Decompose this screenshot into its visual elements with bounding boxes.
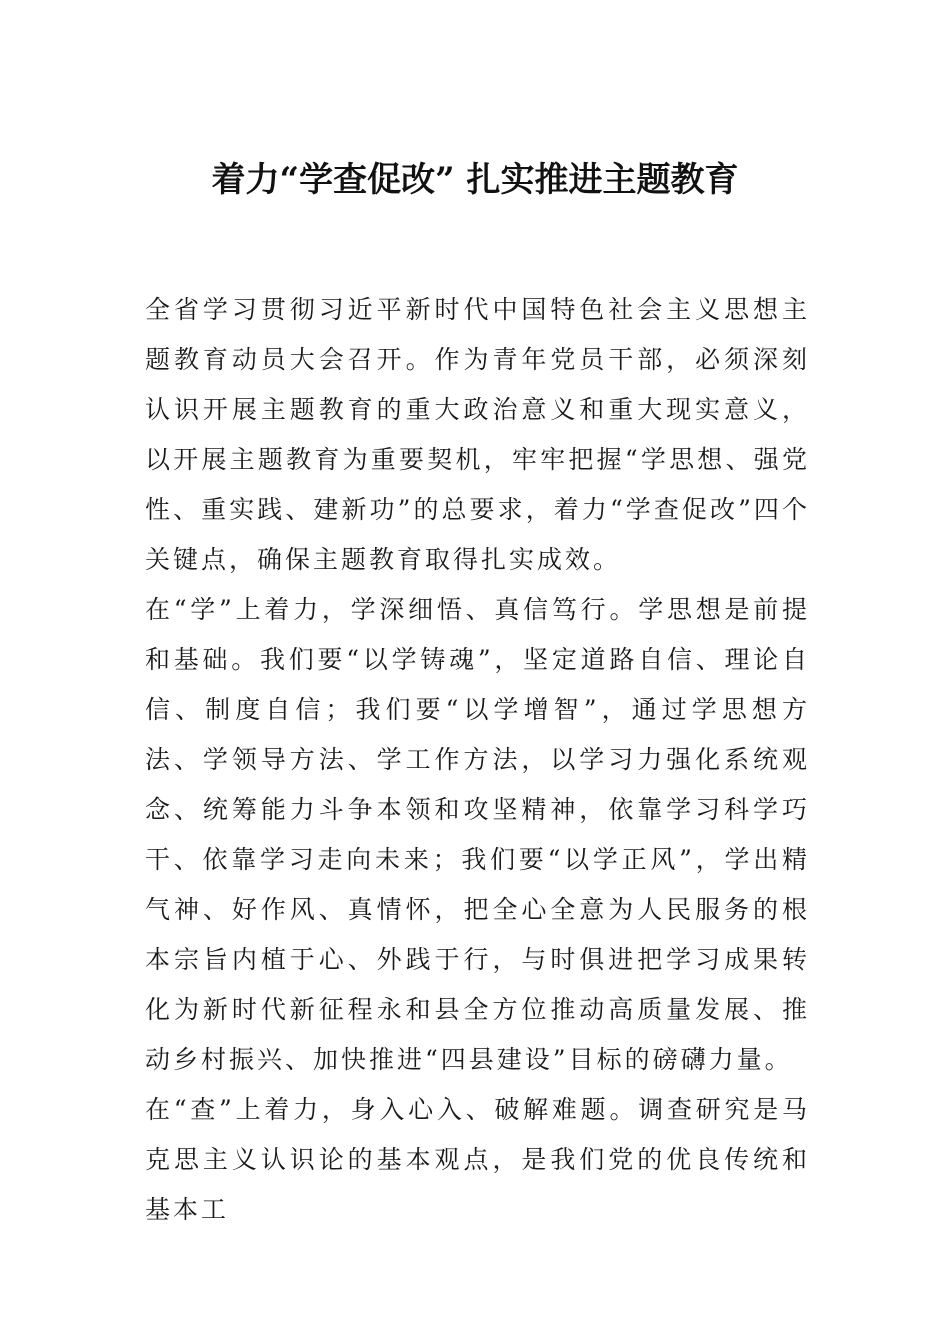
document-body: [145, 285, 810, 1235]
paragraph-study: 在“学”上着力，学深细悟、真信笃行。学思想是前提和基础。我们要“以学铸魂”，坚定道路自信、理论自信、制度自信；我们要“以学增智”，通过学思想方法、学领导方法、学工作方法，以学习力强化系统观念、统筹能力斗争本领和攻坚精神，依靠学习科学巧干、依靠学习走向未来；我们要“以学正风”，学出精气神、好作风、真情怀，把全心全意为人民服务的根本宗旨内植于心、外践于行，与时俱进把学习成果转化为新时代新征程永和县全方位推动高质量发展、推动乡村振兴、加快推进“四县建设”目标的磅礴力量。: [145, 595, 810, 1074]
paragraph-investigate: 在“查”上着力，身入心入、破解难题。调查研究是马克思主义认识论的基本观点，是我们党的优良传统和基本工: [145, 1095, 810, 1224]
paragraph-intro: 全省学习贯彻习近平新时代中国特色社会主义思想主题教育动员大会召开。作为青年党员干部，必须深刻认识开展主题教育的重大政治意义和重大现实意义，以开展主题教育为重要契机，牢牢把握“学思想、强党性、重实践、建新功”的总要求，着力“学查促改”四个关键点，确保主题教育取得扎实成效。: [145, 295, 810, 574]
document-title: 着力“学查促改” 扎实推进主题教育: [211, 160, 739, 200]
